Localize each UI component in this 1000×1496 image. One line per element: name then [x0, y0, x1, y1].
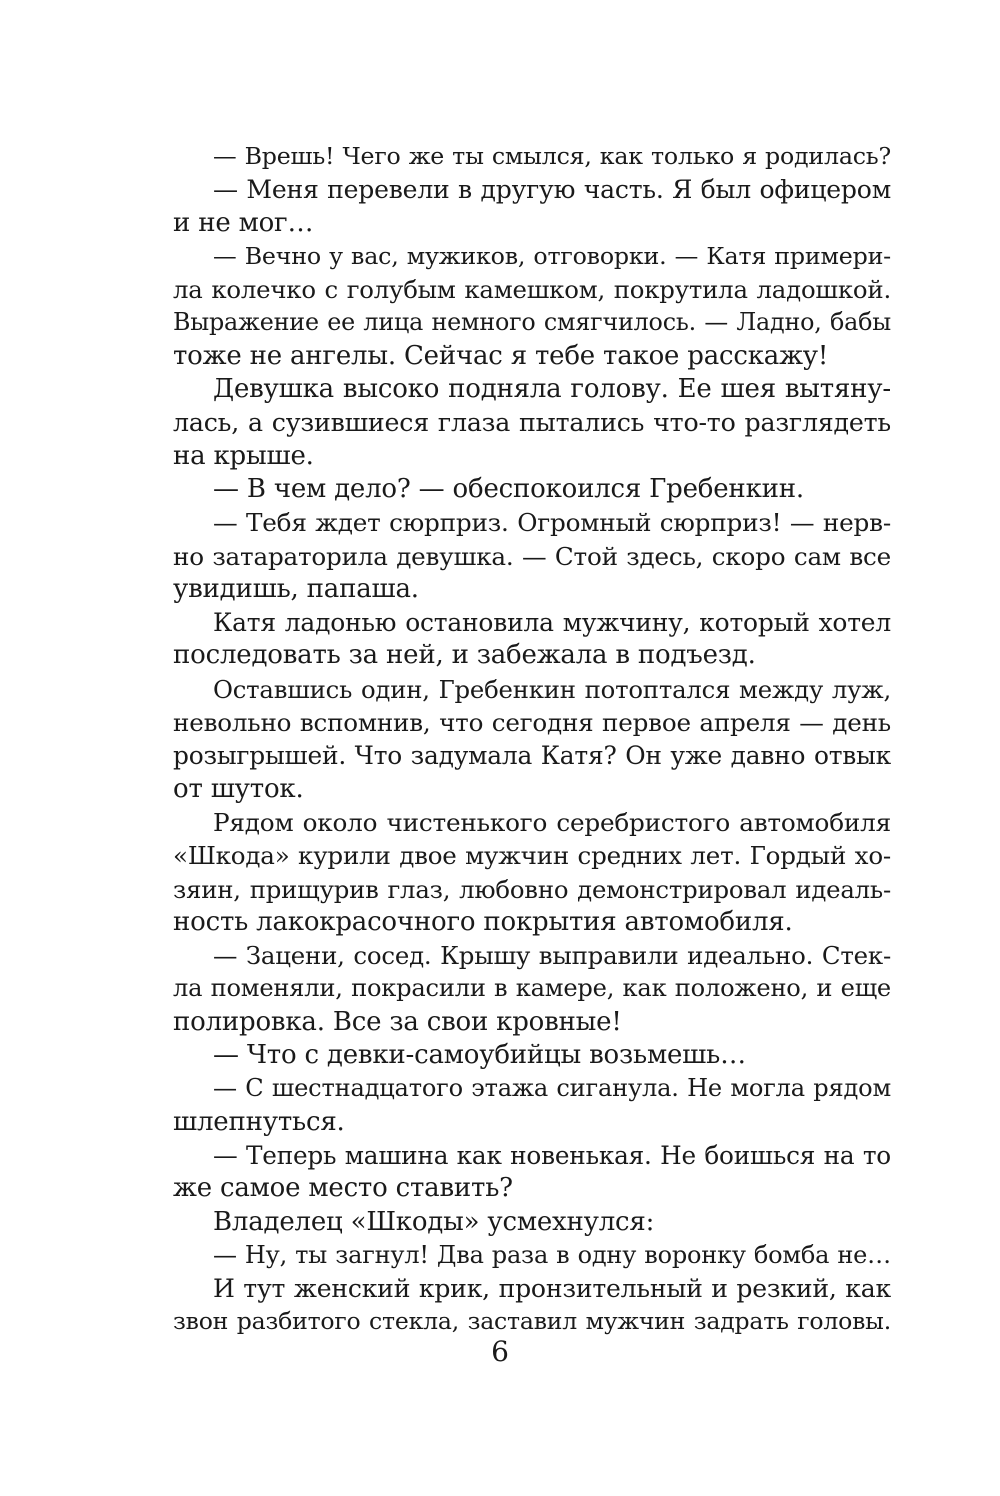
- text-line: Катя ладонью остановила мужчину, который хотел: [213, 608, 891, 638]
- text-line: последовать за ней, и забежала в подъезд.: [173, 640, 756, 671]
- text-line: — С шестнадцатого этажа сиганула. Не могла рядом: [213, 1074, 891, 1103]
- text-line: — Меня перевели в другую часть. Я был офицером: [213, 175, 891, 205]
- text-line: — Ну, ты загнул! Два раза в одну воронку бомба не…: [213, 1240, 891, 1269]
- text-line: — Теперь машина как новенькая. Не боишься на то: [213, 1140, 891, 1170]
- text-line: «Шкода» курили двое мужчин средних лет. Гордый хо-: [173, 841, 891, 871]
- text-line: невольно вспомнив, что сегодня первое апреля — день: [173, 708, 891, 738]
- text-line: Рядом около чистенького серебристого автомобиля: [213, 807, 891, 837]
- text-line: — Врешь! Чего же ты смылся, как только я родилась?: [213, 142, 891, 170]
- text-line: Девушка высоко подняла голову. Ее шея вытяну-: [213, 374, 891, 405]
- text-line: Оставшись один, Гребенкин потоптался между луж,: [213, 674, 891, 704]
- text-line: ла поменяли, покрасили в камере, как положено, и еще: [173, 974, 891, 1003]
- text-line: розыгрышей. Что задумала Катя? Он уже давно отвык: [173, 741, 891, 771]
- text-line: зяин, прищурив глаз, любовно демонстрировал идеаль-: [173, 874, 891, 904]
- text-line: — Зацени, сосед. Крышу выправили идеально. Стек-: [213, 941, 891, 971]
- text-line: лась, а сузившиеся глаза пытались что-то разглядеть: [173, 408, 891, 438]
- text-line: звон разбитого стекла, заставил мужчин задрать головы.: [173, 1307, 891, 1336]
- page-text-block: [173, 140, 891, 1339]
- text-line: шлепнуться.: [173, 1106, 345, 1137]
- text-line: — Что с девки-самоубийцы возьмешь…: [213, 1040, 746, 1071]
- text-line: но затараторила девушка. — Стой здесь, скоро сам все: [173, 541, 891, 571]
- text-line: — В чем дело? — обеспокоился Гребенкин.: [213, 473, 804, 504]
- text-line: ность лакокрасочного покрытия автомобиля.: [173, 906, 793, 937]
- text-line: увидишь, папаша.: [173, 573, 419, 604]
- text-line: — Вечно у вас, мужиков, отговорки. — Катя примери-: [213, 241, 891, 270]
- text-line: ла колечко с голубым камешком, покрутила ладошкой.: [173, 275, 891, 305]
- text-line: тоже не ангелы. Сейчас я тебе такое расскажу!: [173, 340, 829, 371]
- text-line: Владелец «Шкоды» усмехнулся:: [213, 1206, 655, 1237]
- text-line: же самое место ставить?: [173, 1173, 513, 1204]
- text-line: — Тебя ждет сюрприз. Огромный сюрприз! — нерв-: [213, 508, 891, 538]
- text-line: и не мог…: [173, 207, 314, 238]
- text-line: Выражение ее лица немного смягчилось. — Ладно, бабы: [173, 308, 891, 337]
- page-number: 6: [491, 1335, 509, 1368]
- text-line: полировка. Все за свои кровные!: [173, 1006, 622, 1037]
- text-line: от шуток.: [173, 773, 304, 804]
- text-line: И тут женский крик, пронзительный и резкий, как: [213, 1274, 891, 1304]
- text-line: на крыше.: [173, 440, 314, 471]
